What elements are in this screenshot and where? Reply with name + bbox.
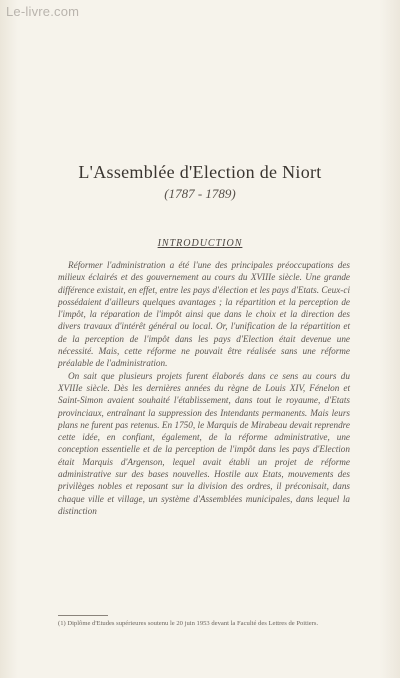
footnote: (1) Diplôme d'Etudes supérieures soutenu le 20 juin 1953 devant la Faculté des Lettres de Poitiers. bbox=[58, 620, 319, 627]
watermark: Le-livre.com bbox=[6, 4, 80, 19]
body-text bbox=[58, 259, 350, 517]
paragraph: On sait que plusieurs projets furent élaborés dans ce sens au cours du XVIIIe siècle. Dès les dernières années du règne de Louis XIV, Fénelon et Saint-Simon avaient souhaité l'établissement, dans tout le royaume, d'Etats provinciaux, entraînant la suppression des Intendants permanents. Mais leurs plans ne furent pas retenus. En 1750, le Marquis de Mirabeau devait reprendre cette idée, en confiant, également, de la réforme administrative, une conception essentielle et de la perception de l'impôt dans les pays d'Election était Marquis d'Argenson, lequel avait établi un projet de réforme administrative sur des bases nouvelles. Hostile aux Etats, mouvements des privilèges nobles et reposant sur la division des ordres, il préconisait, dans chaque ville et village, un système d'Assemblées municipales, dans lequel la distinction bbox=[58, 370, 350, 516]
page-title: L'Assemblée d'Election de Niort bbox=[78, 162, 322, 182]
section-heading: INTRODUCTION bbox=[157, 238, 243, 249]
footnote-divider bbox=[58, 615, 108, 616]
paragraph: Réformer l'administration a été l'une des principales préoccupations des milieux éclairés et des gouvernement au cours du XVIIIe siècle. Une grande différence existait, en effet, entre les pays d'élection et les pays d'Etats. Ceux-ci possédaient d'ailleurs quelques avantages ; la répartition et la perception de l'impôt, la réparation de l'impôt ainsi que dans le choix et la direction des divers travaux d'intérêt général ou local. Or, l'unification de la répartition et de la perception de l'impôt dans les pays d'Election était devenue une nécessité. Mais, cette réforme ne pouvait être réalisée sans une réforme préalable de l'administration. bbox=[58, 260, 350, 369]
date-range: (1787 - 1789) bbox=[164, 186, 236, 201]
